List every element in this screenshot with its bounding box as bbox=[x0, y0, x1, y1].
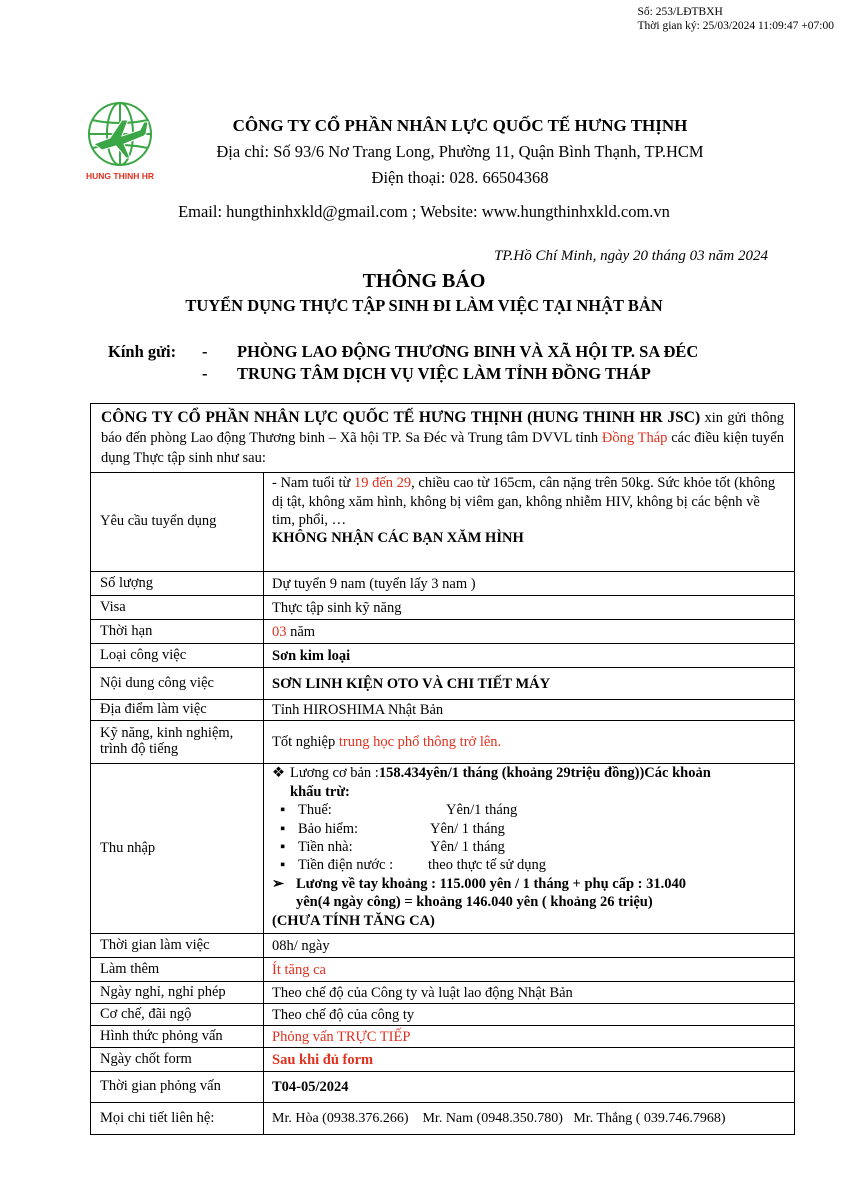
location-label: Địa điểm làm việc bbox=[91, 700, 264, 720]
holidays-label: Ngày nghỉ, nghỉ phép bbox=[91, 982, 264, 1003]
globe-airplane-logo-icon bbox=[80, 100, 160, 182]
interview-time-value: T04-05/2024 bbox=[272, 1079, 349, 1096]
age-range: 19 đến 29 bbox=[353, 475, 412, 492]
education-level: trung học phổ thông trở lên. bbox=[338, 734, 502, 751]
document-title: THÔNG BÁO bbox=[362, 270, 486, 292]
net-salary-line-2: yên(4 ngày công) = khoảng 146.040 yên ( khoảng 26 triệu) bbox=[296, 894, 653, 911]
document-subtitle: TUYỂN DỤNG THỰC TẬP SINH ĐI LÀM VIỆC TẠI NHẬT BẢN bbox=[185, 296, 663, 315]
visa-value: Thực tập sinh kỹ năng bbox=[272, 599, 402, 616]
company-logo bbox=[80, 100, 160, 182]
table-row bbox=[91, 644, 794, 668]
table-row bbox=[91, 934, 794, 958]
contact-value: Mr. Hòa (0938.376.266) Mr. Nam (0948.350.780) Mr. Thắng ( 039.746.7968) bbox=[272, 1111, 726, 1127]
interview-form-label: Hình thức phỏng vấn bbox=[91, 1026, 264, 1047]
table-row bbox=[91, 1048, 794, 1072]
signature-time: Thời gian ký: 25/03/2024 11:09:47 +07:00 bbox=[637, 19, 834, 32]
intro-province: Đồng Tháp bbox=[601, 430, 668, 447]
table-row bbox=[91, 668, 794, 700]
deduction-item: ▪ Bảo hiểm: Yên/ 1 tháng bbox=[280, 820, 505, 837]
skills-value bbox=[264, 721, 794, 763]
deduction-item: ▪ Tiền nhà: Yên/ 1 tháng bbox=[280, 839, 505, 855]
net-salary-line-1: Lương về tay khoảng : 115.000 yên / 1 tháng + phụ cấp : 31.040 bbox=[296, 875, 686, 892]
table-row bbox=[91, 596, 794, 620]
job-type-label: Loại công việc bbox=[91, 644, 264, 667]
table-row bbox=[91, 982, 794, 1004]
recipient-dash: - bbox=[202, 364, 208, 383]
job-content-label: Nội dung công việc bbox=[91, 668, 264, 699]
square-bullet-icon: ▪ bbox=[280, 857, 286, 874]
table-row bbox=[91, 1004, 794, 1026]
signature-number: Số: 253/LĐTBXH bbox=[637, 6, 723, 18]
income-value bbox=[264, 764, 794, 933]
table-row bbox=[91, 1026, 794, 1048]
base-salary-value: 158.434yên/1 tháng (khoảng 29triệu đồng))Các khoản bbox=[378, 765, 711, 782]
digital-signature bbox=[638, 6, 834, 34]
quantity-value: Dự tuyển 9 nam (tuyển lấy 3 nam ) bbox=[272, 575, 476, 592]
income-label: Thu nhập bbox=[91, 764, 264, 933]
table-row bbox=[91, 721, 794, 764]
duration-number: 03 bbox=[272, 623, 287, 640]
table-row bbox=[91, 958, 794, 982]
square-bullet-icon: ▪ bbox=[280, 820, 286, 837]
duration-label: Thời hạn bbox=[91, 620, 264, 643]
interview-form-value: Phỏng vấn TRỰC TIẾP bbox=[272, 1028, 411, 1045]
net-salary-line-3: (CHƯA TÍNH TĂNG CA) bbox=[272, 912, 435, 929]
work-time-value: 08h/ ngày bbox=[272, 937, 330, 954]
job-content-value: SƠN LINH KIỆN OTO VÀ CHI TIẾT MÁY bbox=[272, 675, 551, 692]
base-salary-cont: khấu trừ: bbox=[290, 783, 350, 800]
benefits-label: Cơ chế, đãi ngộ bbox=[91, 1004, 264, 1025]
requirements-text-1: - Nam tuổi từ bbox=[272, 475, 354, 492]
table-row bbox=[91, 572, 794, 596]
recipients-label: Kính gửi: bbox=[108, 342, 177, 361]
deadline-value: Sau khi đủ form bbox=[272, 1051, 374, 1068]
square-bullet-icon: ▪ bbox=[280, 802, 286, 819]
skills-label: Kỹ năng, kinh nghiệm, trình độ tiếng bbox=[91, 721, 264, 763]
intro-text-2: các điều kiện tuyển dụng Thực tập sinh như sau: bbox=[101, 430, 784, 467]
deduction-item: ▪ Tiền điện nước : theo thực tế sử dụng bbox=[280, 857, 547, 874]
requirements-text-2: , chiều cao từ 165cm, cân nặng trên 50kg. Sức khỏe tốt (không dị tật, không xăm hình, không bị viêm gan, không nhiễm HIV, không bị các bệnh về tim, phổi, … bbox=[272, 475, 776, 528]
company-phone: Điện thoại: 028. 66504368 bbox=[371, 168, 549, 187]
table-row bbox=[91, 700, 794, 721]
benefits-value: Theo chế độ của công ty bbox=[272, 1006, 415, 1023]
table-row bbox=[91, 473, 794, 572]
square-bullet-icon: ▪ bbox=[280, 839, 286, 855]
recipient-2: TRUNG TÂM DỊCH VỤ VIỆC LÀM TỈNH ĐỒNG THÁP bbox=[237, 364, 651, 383]
recipient-dash: - bbox=[202, 342, 208, 361]
table-row bbox=[91, 764, 794, 934]
duration-value bbox=[264, 620, 794, 643]
logo-text: HUNG THINH HR bbox=[86, 171, 154, 181]
table-row bbox=[91, 620, 794, 644]
table-row bbox=[91, 1103, 794, 1134]
quantity-label: Số lượng bbox=[91, 572, 264, 595]
deadline-label: Ngày chốt form bbox=[91, 1048, 264, 1071]
interview-time-label: Thời gian phỏng vấn bbox=[91, 1072, 264, 1102]
diamond-bullet-icon: ❖ bbox=[272, 765, 285, 782]
intro-paragraph bbox=[91, 404, 794, 473]
place-date: TP.Hồ Chí Minh, ngày 20 tháng 03 năm 2024 bbox=[494, 248, 768, 264]
requirements-value bbox=[264, 473, 794, 571]
company-name: CÔNG TY CỔ PHẦN NHÂN LỰC QUỐC TẾ HƯNG THỊNH bbox=[232, 116, 688, 135]
requirements-note: KHÔNG NHẬN CÁC BẠN XĂM HÌNH bbox=[272, 529, 524, 546]
recruitment-table bbox=[90, 403, 795, 1135]
visa-label: Visa bbox=[91, 596, 264, 619]
requirements-label: Yêu cầu tuyển dụng bbox=[91, 473, 264, 571]
duration-unit: năm bbox=[286, 623, 316, 640]
overtime-value: Ít tăng ca bbox=[272, 961, 326, 978]
work-time-label: Thời gian làm việc bbox=[91, 934, 264, 957]
company-email-website: Email: hungthinhxkld@gmail.com ; Website: www.hungthinhxkld.com.vn bbox=[178, 202, 670, 221]
location-value: Tỉnh HIROSHIMA Nhật Bản bbox=[272, 702, 444, 719]
base-salary-label: Lương cơ bản : bbox=[290, 765, 379, 782]
company-address: Địa chỉ: Số 93/6 Nơ Trang Long, Phường 11, Quận Bình Thạnh, TP.HCM bbox=[216, 142, 704, 161]
skills-text: Tốt nghiệp bbox=[272, 734, 339, 751]
job-type-value: Sơn kim loại bbox=[272, 647, 351, 664]
deduction-item: ▪ Thuế: Yên/1 tháng bbox=[280, 802, 518, 819]
table-row bbox=[91, 1072, 794, 1103]
intro-company: CÔNG TY CỔ PHẦN NHÂN LỰC QUỐC TẾ HƯNG THỊNH (HUNG THINH HR JSC) bbox=[101, 409, 701, 426]
arrow-bullet-icon: ➢ bbox=[272, 875, 285, 892]
intro-text-1: xin gửi thông báo đến phòng Lao động Thương binh – Xã hội TP. Sa Đéc và Trung tâm DVVL tỉnh bbox=[101, 410, 784, 447]
holidays-value: Theo chế độ của Công ty và luật lao động Nhật Bản bbox=[272, 984, 573, 1001]
recipient-1: PHÒNG LAO ĐỘNG THƯƠNG BINH VÀ XÃ HỘI TP. SA ĐÉC bbox=[237, 342, 699, 361]
overtime-label: Làm thêm bbox=[91, 958, 264, 981]
contact-label: Mọi chi tiết liên hệ: bbox=[91, 1103, 264, 1134]
